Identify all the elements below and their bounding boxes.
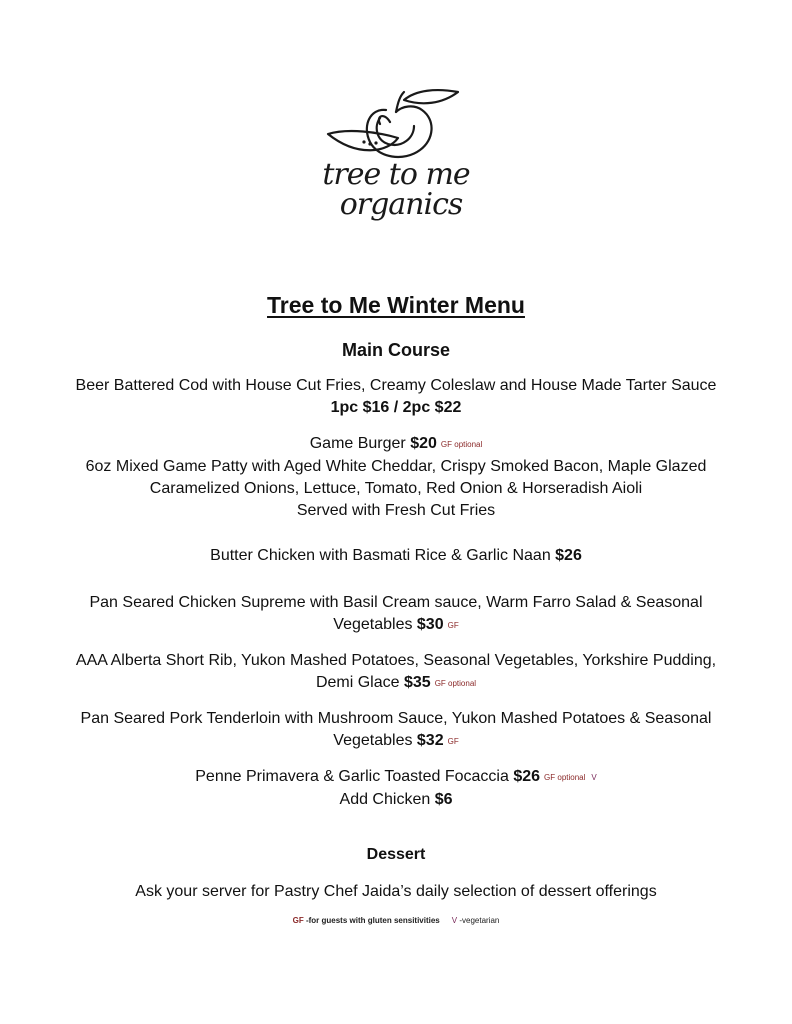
- item-price: $30: [416, 616, 444, 633]
- item-price: 1pc $16 / 2pc $22: [330, 399, 462, 416]
- item-text: Pan Seared Pork Tenderloin with Mushroom Sauce, Yukon Mashed Potatoes & Seasonal Vegetables: [80, 710, 712, 749]
- item-price: $20: [410, 435, 437, 452]
- menu-item-short-rib: [60, 650, 732, 695]
- gf-tag: GF: [447, 621, 459, 630]
- item-text: Beer Battered Cod with House Cut Fries, Creamy Coleslaw and House Made Tarter Sauce: [75, 377, 717, 394]
- legend-footnote: [0, 916, 792, 925]
- gf-legend-label: GF: [292, 916, 304, 925]
- logo-line-1: tree to me: [322, 157, 470, 192]
- menu-item-cod: [60, 375, 732, 419]
- menu-item-pork-tenderloin: [60, 708, 732, 753]
- menu-item-game-burger: [60, 433, 732, 522]
- item-price: $26: [513, 768, 541, 785]
- gf-tag: GF optional: [544, 773, 586, 782]
- addon-price: $6: [434, 791, 453, 808]
- menu-item-chicken-supreme: [60, 592, 732, 637]
- item-price: $32: [416, 732, 444, 749]
- item-served: Served with Fresh Cut Fries: [296, 502, 496, 519]
- item-price: $26: [555, 547, 582, 564]
- item-price: $35: [403, 674, 431, 691]
- gf-legend-text: -for guests with gluten sensitivities: [303, 916, 440, 925]
- item-text: Penne Primavera & Garlic Toasted Focaccia: [195, 768, 514, 785]
- v-legend-label: V: [451, 916, 458, 925]
- menu-item-penne-primavera: [60, 766, 732, 811]
- item-name: Game Burger: [309, 435, 411, 452]
- vegetarian-tag: V: [591, 773, 597, 782]
- main-course-heading: Main Course: [341, 340, 451, 360]
- dessert-heading: Dessert: [366, 846, 426, 863]
- v-legend-text: -vegetarian: [457, 916, 500, 925]
- addon-text: Add Chicken: [339, 791, 435, 808]
- gf-tag: GF: [447, 737, 459, 746]
- gf-tag: GF optional: [440, 440, 483, 449]
- logo-line-2: organics: [339, 187, 463, 222]
- dessert-text: Ask your server for Pastry Chef Jaida’s daily selection of dessert offerings: [135, 883, 657, 900]
- item-text: Pan Seared Chicken Supreme with Basil Cream sauce, Warm Farro Salad & Seasonal Vegetables: [89, 594, 703, 633]
- logo-wordmark: [280, 157, 512, 222]
- item-text: Butter Chicken with Basmati Rice & Garlic Naan: [210, 547, 556, 564]
- item-text: AAA Alberta Short Rib, Yukon Mashed Potatoes, Seasonal Vegetables, Yorkshire Pudding, Demi Glace: [75, 652, 717, 691]
- menu-item-butter-chicken: [60, 545, 732, 567]
- item-desc: 6oz Mixed Game Patty with Aged White Cheddar, Crispy Smoked Bacon, Maple Glazed Caramelized Onions, Lettuce, Tomato, Red Onion & Horseradish Aioli: [85, 458, 707, 497]
- menu-title: Tree to Me Winter Menu: [267, 292, 525, 318]
- gf-tag: GF optional: [434, 679, 477, 688]
